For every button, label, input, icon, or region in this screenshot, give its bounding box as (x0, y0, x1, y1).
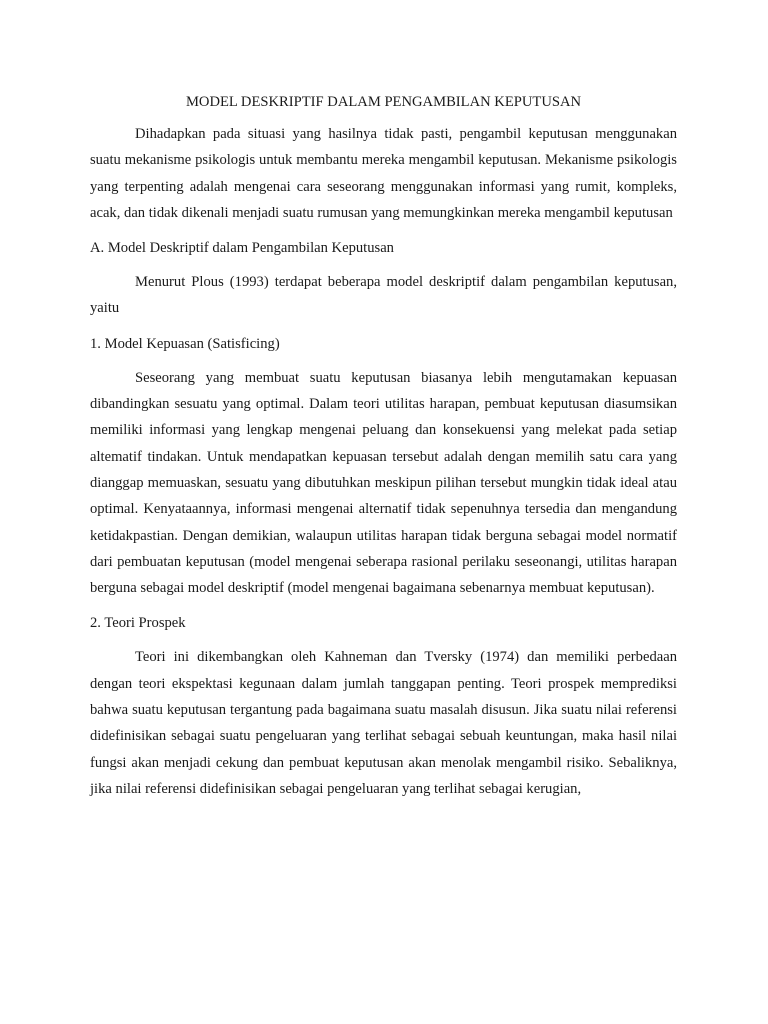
section-2-heading: 2. Teori Prospek (90, 615, 186, 632)
section-1-heading: 1. Model Kepuasan (Satisficing) (90, 335, 280, 352)
section-1-paragraph: Seseorang yang membuat suatu keputusan biasanya lebih mengutamakan kepuasan dibandingkan sesuatu yang optimal. Dalam teori utilitas harapan, pembuat keputusan diasumsikan memiliki informasi yang lengkap mengenai peluang dan konsekuensi yang melekat pada setiap altematif tindakan. Untuk mendapatkan kepuasan tersebut adalah dengan memilih satu cara yang dianggap memuaskan, sesuatu yang dibutuhkan meskipun pilihan tersebut mungkin tidak ideal atau optimal. Kenyataannya, informasi mengenai alternatif tidak sepenuhnya tersedia dan mengandung ketidakpastian. Dengan demikian, walaupun utilitas harapan tidak berguna sebagai model normatif dari pembuatan keputusan (model mengenai seberapa rasional perilaku seseonangi, utilitas harapan berguna sebagai model deskriptif (model mengenai bagaimana sebenarnya membuat keputusan). (90, 369, 677, 597)
document-title: MODEL DESKRIPTIF DALAM PENGAMBILAN KEPUTUSAN (185, 94, 582, 110)
section-2-paragraph: Teori ini dikembangkan oleh Kahneman dan Tversky (1974) dan memiliki perbedaan dengan teori ekspektasi kegunaan dalam jumlah tanggapan penting. Teori prospek memprediksi bahwa suatu keputusan tergantung pada bagaimana suatu masalah disusun. Jika suatu nilai referensi didefinisikan sebagai suatu pengeluaran yang terlihat sebagai sebuah keuntungan, maka hasil nilai fungsi akan menjadi cekung dan pembuat keputusan akan menolak mengambil risiko. Sebaliknya, jika nilai referensi didefinisikan sebagai pengeluaran yang terlihat sebagai kerugian, (90, 649, 677, 797)
document-body (90, 92, 677, 814)
intro-paragraph: Dihadapkan pada situasi yang hasilnya tidak pasti, pengambil keputusan menggunakan suatu mekanisme psikologis untuk membantu mereka mengambil keputusan. Mekanisme psikologis yang terpenting adalah mengenai cara seseorang menggunakan informasi yang rumit, kompleks, acak, dan tidak dikenali menjadi suatu rumusan yang memungkinkan mereka mengambil keputusan (90, 126, 677, 221)
section-a-heading: A. Model Deskriptif dalam Pengambilan Keputusan (90, 240, 394, 257)
section-a-paragraph: Menurut Plous (1993) terdapat beberapa model deskriptif dalam pengambilan keputusan, yaitu (90, 274, 677, 317)
